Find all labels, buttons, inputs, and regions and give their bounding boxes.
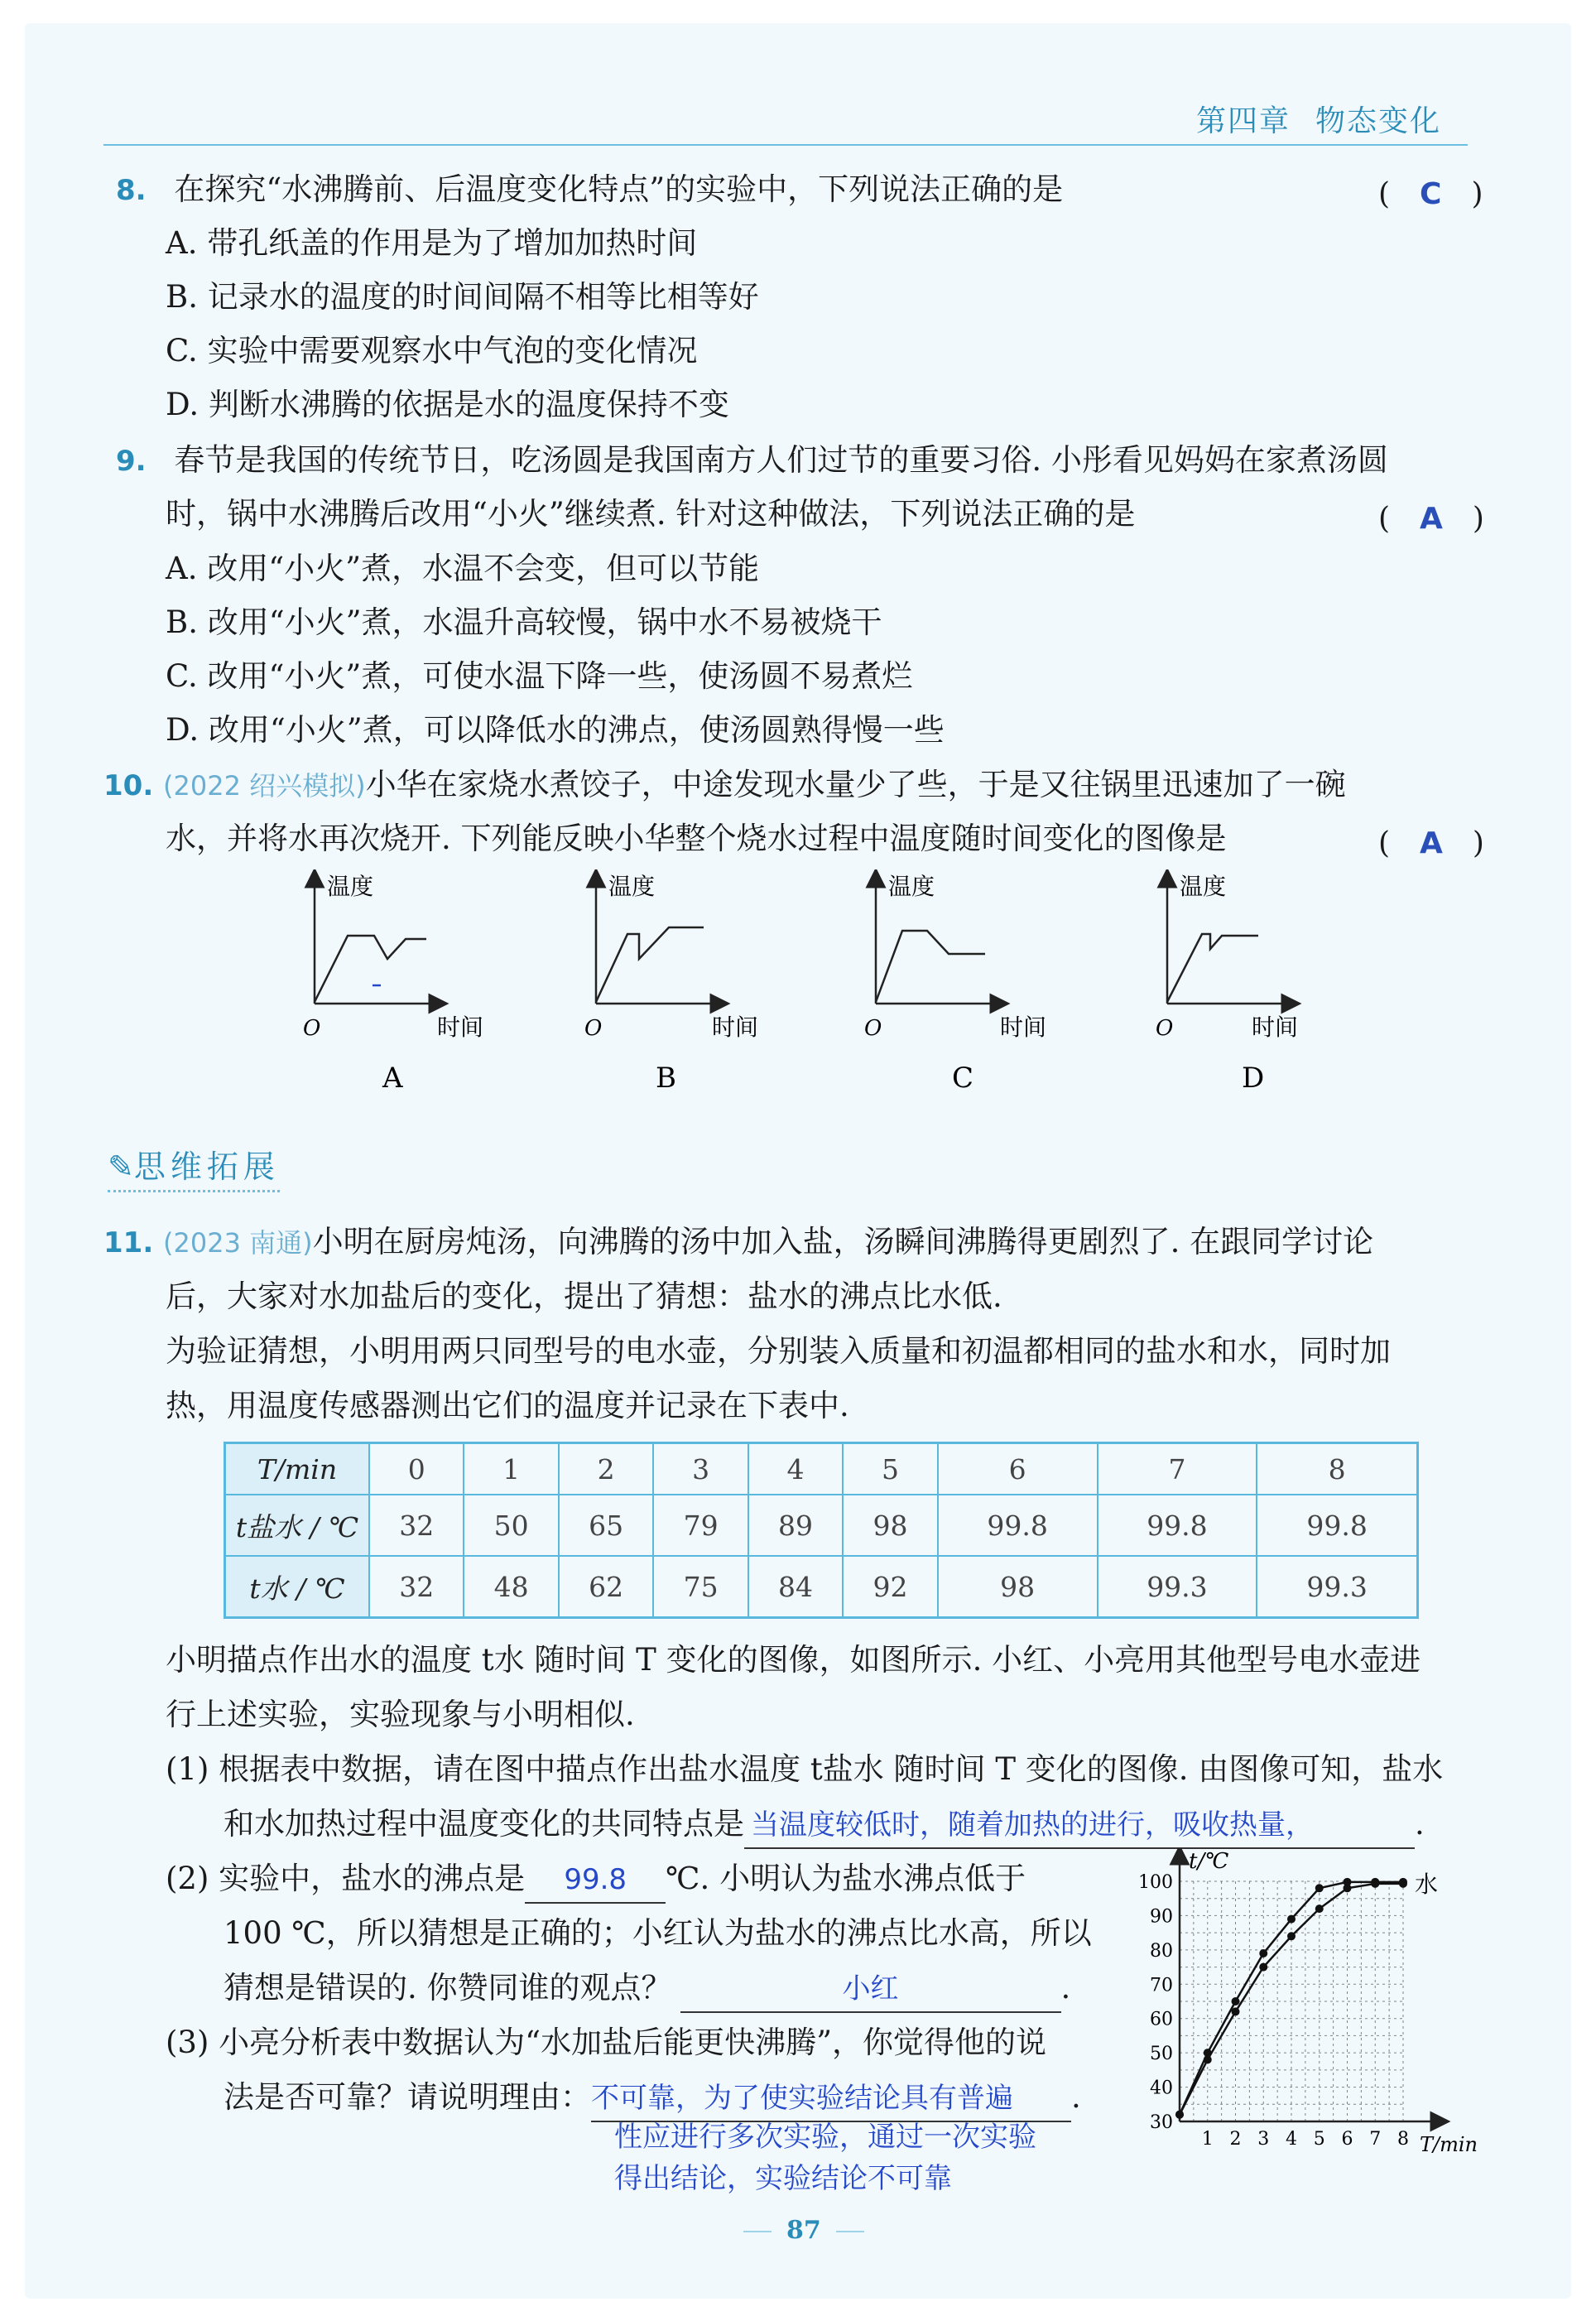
table-cell: 3: [653, 1443, 748, 1495]
table-cell: 6: [938, 1443, 1098, 1495]
table-cell: 75: [653, 1556, 748, 1617]
question-11: [103, 1220, 1373, 1265]
table-cell: 32: [369, 1495, 464, 1556]
answer-choice: C: [1420, 177, 1442, 211]
origin-label: O: [864, 1016, 882, 1041]
table-cell: 99.3: [1257, 1556, 1417, 1617]
y-tick-label: 80: [1150, 1940, 1173, 1962]
option-a: A. 带孔纸盖的作用是为了增加加热时间: [166, 225, 698, 261]
question-stem-line2: 水，并将水再次烧开. 下列能反映小华整个烧水过程中温度随时间变化的图像是: [166, 821, 1227, 856]
part-2-line1: [166, 1856, 1026, 1904]
q10-graphs: [273, 869, 1407, 1110]
x-tick-label: 4: [1286, 2129, 1297, 2150]
table-cell: 2: [559, 1443, 653, 1495]
y-tick-label: 100: [1138, 1872, 1173, 1893]
part-1-line: (1) 根据表中数据，请在图中描点作出盐水温度 t盐水 随时间 T 变化的图像. 由图像可知，盐水: [166, 1751, 1444, 1787]
option-b: B. 记录水的温度的时间间隔不相等比相等好: [166, 279, 759, 315]
x-axis-label: T/min: [1420, 2133, 1478, 2156]
part-2-answer2[interactable]: 小红: [680, 1967, 1061, 2013]
graph-b: [584, 873, 758, 1095]
chapter-header: [1196, 98, 1441, 140]
question-number: 11.: [103, 1226, 154, 1259]
row-label: t水 / ℃: [225, 1556, 370, 1617]
part-3-line2: 法是否可靠？请说明理由：不可靠，为了使实验结论具有普遍 .: [224, 2075, 1081, 2122]
data-point: [1399, 1878, 1407, 1886]
table-cell: 8: [1257, 1443, 1417, 1495]
pencil-icon: ✎: [108, 1148, 134, 1185]
part-2-line2: 100 ℃，所以猜想是正确的；小红认为盐水的沸点比水高，所以: [224, 1915, 1092, 1951]
curve: [315, 936, 426, 1002]
y-tick-label: 60: [1150, 2009, 1173, 2030]
question-stem: 春节是我国的传统节日，吃汤圆是我国南方人们过节的重要习俗. 小彤看见妈妈在家煮汤圆: [174, 442, 1388, 478]
row-label: T/min: [225, 1443, 370, 1495]
table-cell: 99.8: [1098, 1495, 1257, 1556]
table-cell: 79: [653, 1495, 748, 1556]
y-axis-label: t/℃: [1189, 1849, 1229, 1874]
answer-bracket: ( C ): [1378, 177, 1483, 211]
part-1-answer[interactable]: 当温度较低时，随着加热的进行，吸收热量，: [744, 1803, 1415, 1849]
x-label: 时间: [712, 1014, 759, 1041]
curve: [596, 927, 704, 1002]
y-tick-label: 70: [1150, 1975, 1173, 1996]
table-cell: 1: [464, 1443, 558, 1495]
origin-label: O: [1156, 1016, 1174, 1041]
part-1-prompt: 和水加热过程中温度变化的共同特点是: [224, 1806, 744, 1842]
graph-c: [864, 873, 1046, 1095]
curve: [876, 931, 985, 1002]
question-source: (2023 南通): [163, 1227, 313, 1259]
table-cell: 65: [559, 1495, 653, 1556]
table-cell: 98: [843, 1495, 937, 1556]
question-number: 10.: [103, 769, 154, 802]
page-number-text: 87: [786, 2216, 821, 2245]
part-3-answer-cont: [614, 2116, 1036, 2199]
question-source: (2022 绍兴模拟): [163, 770, 366, 802]
question-line: 热，用温度传感器测出它们的温度并记录在下表中.: [166, 1388, 849, 1423]
table-cell: 84: [748, 1556, 843, 1617]
x-label: 时间: [1000, 1014, 1047, 1041]
answer-choice: A: [1420, 826, 1443, 860]
part-2-answer[interactable]: 99.8: [525, 1857, 666, 1904]
data-point: [1259, 1949, 1267, 1957]
table-cell: 4: [748, 1443, 843, 1495]
graph-a: [303, 873, 483, 1095]
chapter-label: 第四章: [1196, 104, 1291, 138]
question-line: 为验证猜想，小明用两只同型号的电水壶，分别装入质量和初温都相同的盐水和水，同时加: [166, 1333, 1391, 1369]
x-tick-label: 1: [1201, 2129, 1214, 2150]
table-cell: 5: [843, 1443, 937, 1495]
part-3-answer-line1[interactable]: 不可靠，为了使实验结论具有普遍: [591, 2076, 1071, 2122]
option-d: D. 判断水沸腾的依据是水的温度保持不变: [166, 387, 729, 422]
y-label: 温度: [1180, 873, 1227, 900]
option-c: C. 实验中需要观察水中气泡的变化情况: [166, 333, 698, 368]
x-tick-label: 5: [1313, 2129, 1325, 2150]
table-cell: 7: [1098, 1443, 1257, 1495]
x-tick-label: 6: [1341, 2129, 1353, 2150]
answer-bracket: ( A ): [1378, 826, 1484, 860]
table-cell: 62: [559, 1556, 653, 1617]
x-tick-label: 7: [1369, 2129, 1382, 2150]
data-point: [1315, 1904, 1324, 1913]
x-label: 时间: [1252, 1014, 1299, 1041]
table-cell: 92: [843, 1556, 937, 1617]
y-tick-label: 30: [1150, 2112, 1173, 2133]
data-point: [1344, 1878, 1352, 1886]
question-stem: 在探究“水沸腾前、后温度变化特点”的实验中，下列说法正确的是: [174, 171, 1064, 207]
option-a: A. 改用“小火”煮，水温不会变，但可以节能: [166, 551, 760, 586]
question-number: 8.: [116, 174, 147, 207]
answer-choice: A: [1420, 502, 1443, 536]
part-3-answer-line3: 得出结论，实验结论不可靠: [614, 2162, 952, 2195]
table-cell: 99.8: [1257, 1495, 1417, 1556]
page-dash: [743, 2231, 772, 2232]
part-2-prompt-b: ℃. 小明认为盐水沸点低于: [666, 1861, 1026, 1896]
x-tick-label: 2: [1229, 2129, 1242, 2150]
y-tick-label: 40: [1150, 2078, 1173, 2099]
graph-d: [1156, 873, 1298, 1095]
answer-bracket: ( A ): [1378, 502, 1484, 536]
part-2-prompt: (2) 实验中，盐水的沸点是: [166, 1861, 526, 1896]
y-tick-label: 50: [1150, 2044, 1173, 2065]
table-cell: 99.3: [1098, 1556, 1257, 1617]
temperature-chart: [1126, 1848, 1490, 2163]
question-9: [116, 438, 1388, 484]
table-row: [225, 1556, 1418, 1617]
part-2-prompt: 猜想是错误的. 你赞同谁的观点？: [224, 1970, 672, 2006]
curve: [1167, 934, 1258, 1002]
series-label: 水: [1415, 1870, 1439, 1898]
table-cell: 99.8: [938, 1495, 1098, 1556]
y-label: 温度: [888, 873, 935, 900]
data-point: [1287, 1915, 1296, 1924]
part-3-line1: (3) 小亮分析表中数据认为“水加盐后能更快沸腾”，你觉得他的说: [166, 2025, 1047, 2060]
header-divider: [103, 144, 1468, 146]
data-point: [1287, 1932, 1296, 1940]
table-cell: 50: [464, 1495, 558, 1556]
page-dash: [836, 2231, 864, 2232]
data-point: [1204, 2049, 1212, 2057]
question-line: 行上述实验，实验现象与小明相似.: [166, 1697, 635, 1732]
graph-label: D: [1242, 1062, 1265, 1095]
option-c: C. 改用“小火”煮，可使水温下降一些，使汤圆不易煮烂: [166, 658, 913, 694]
question-line: 小明描点作出水的温度 t水 随时间 T 变化的图像，如图所示. 小红、小亮用其他型号电水壶进: [166, 1642, 1421, 1678]
graph-label: A: [382, 1062, 403, 1095]
question-line: 后，大家对水加盐后的变化，提出了猜想：盐水的沸点比水低.: [166, 1278, 1002, 1314]
row-label: t盐水 / ℃: [225, 1495, 370, 1556]
table-cell: 48: [464, 1556, 558, 1617]
graph-label: C: [952, 1062, 974, 1095]
part-3-answer-line2: 性应进行多次实验，通过一次实验: [614, 2121, 1036, 2154]
data-point: [1232, 1997, 1240, 2006]
question-8: [116, 167, 1063, 213]
section-title: [108, 1141, 280, 1192]
part-3-prompt: 法是否可靠？请说明理由：: [224, 2079, 591, 2115]
table-cell: 89: [748, 1495, 843, 1556]
question-stem-line2: 时，锅中水沸腾后改用“小火”继续煮. 针对这种做法，下列说法正确的是: [166, 496, 1136, 532]
origin-label: O: [303, 1016, 321, 1041]
table-row: [225, 1495, 1418, 1556]
part-2-line3: 猜想是错误的. 你赞同谁的观点？ 小红 .: [224, 1966, 1070, 2013]
chapter-title: 物态变化: [1315, 104, 1442, 138]
y-label: 温度: [608, 873, 656, 900]
page-number: [728, 2216, 879, 2245]
question-stem: 小明在厨房炖汤，向沸腾的汤中加入盐，汤瞬间沸腾得更剧烈了. 在跟同学讨论: [312, 1224, 1374, 1259]
data-table: [224, 1442, 1419, 1619]
table-cell: 0: [369, 1443, 464, 1495]
question-10: [103, 763, 1346, 808]
section-title-text: 思维拓展: [133, 1148, 280, 1185]
data-point: [1371, 1878, 1379, 1886]
question-number: 9.: [116, 445, 147, 478]
graph-label: B: [656, 1062, 676, 1095]
y-tick-label: 90: [1150, 1906, 1173, 1928]
table-row: [225, 1443, 1418, 1495]
x-tick-label: 8: [1397, 2129, 1409, 2150]
question-stem: 小华在家烧水煮饺子，中途发现水量少了些，于是又往锅里迅速加了一碗: [365, 767, 1346, 802]
data-point: [1315, 1884, 1324, 1892]
option-d: D. 改用“小火”煮，可以降低水的沸点，使汤圆熟得慢一些: [166, 712, 945, 748]
origin-label: O: [584, 1016, 603, 1041]
option-b: B. 改用“小火”煮，水温升高较慢，锅中水不易被烧干: [166, 604, 882, 640]
data-point: [1259, 1963, 1267, 1972]
table-cell: 98: [938, 1556, 1098, 1617]
part-1-line2: 和水加热过程中温度变化的共同特点是 当温度较低时，随着加热的进行，吸收热量， .: [224, 1802, 1425, 1849]
x-tick-label: 3: [1257, 2129, 1270, 2150]
y-label: 温度: [327, 873, 374, 900]
data-point: [1175, 2111, 1184, 2119]
x-label: 时间: [437, 1014, 484, 1041]
table-cell: 32: [369, 1556, 464, 1617]
